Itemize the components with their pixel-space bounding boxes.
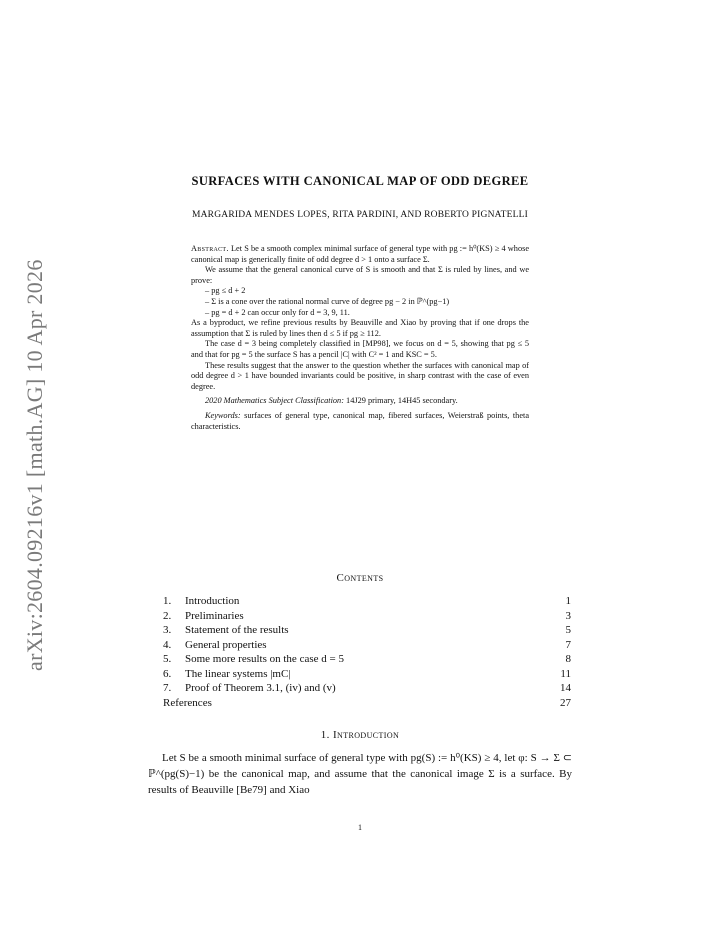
toc-page: 14 <box>560 682 571 694</box>
abstract-paragraph-1 <box>191 244 529 265</box>
toc-title: Proof of Theorem 3.1, (iv) and (v) <box>185 682 336 694</box>
toc-title: Some more results on the case d = 5 <box>185 653 344 665</box>
table-of-contents <box>163 594 571 710</box>
toc-number: 4. <box>163 638 172 651</box>
toc-page: 1 <box>565 595 571 607</box>
toc-entry-general-properties[interactable] <box>163 638 571 653</box>
msc-value: 14J29 primary, 14H45 secondary. <box>346 396 458 406</box>
toc-number: 5. <box>163 653 172 665</box>
abstract-label: Abstract. <box>191 244 229 253</box>
abstract-paragraph-5: These results suggest that the answer to the question whether the surfaces with canonical map of odd degree d > 1 have bounded invariants could be positive, in sharp contrast with the case of even degree. <box>191 360 529 391</box>
toc-entry-statement[interactable] <box>163 623 571 638</box>
arxiv-identifier-stamp: arXiv:2604.09216v1 [math.AG] 10 Apr 2026 <box>22 259 47 671</box>
toc-number: 7. <box>163 682 172 694</box>
section-heading-introduction: 1. Introduction <box>320 729 400 741</box>
toc-page: 11 <box>560 667 571 680</box>
toc-title: References <box>163 696 212 709</box>
toc-entry-case-d5[interactable] <box>163 652 571 667</box>
toc-page: 7 <box>565 638 571 651</box>
keywords <box>191 411 529 432</box>
abstract-result-list <box>191 286 529 318</box>
list-item: – pg = d + 2 can occur only for d = 3, 9, 11. <box>205 308 529 319</box>
introduction-paragraph: Let S be a smooth minimal surface of general type with pg(S) := h⁰(KS) ≥ 4, let φ: S → Σ ⊂ ℙ^(pg(S)−1) be the canonical map, and assume that the canonical image Σ is a surface. By results of Beauville [Be79] and Xiao <box>148 752 572 796</box>
toc-number: 6. <box>163 667 172 680</box>
toc-page: 3 <box>565 609 571 622</box>
toc-title: General properties <box>185 638 267 651</box>
keywords-label: Keywords: <box>205 410 241 420</box>
abstract-text-1: Let S be a smooth complex minimal surface of general type with pg := h⁰(KS) ≥ 4 whose canonical map is generically finite of odd degree d > 1 onto a surface Σ. <box>191 244 529 264</box>
list-item: – Σ is a cone over the rational normal curve of degree pg − 2 in ℙ^(pg−1) <box>205 297 529 308</box>
paper-authors: MARGARIDA MENDES LOPES, RITA PARDINI, AND ROBERTO PIGNATELLI <box>191 210 529 220</box>
toc-entry-preliminaries[interactable] <box>163 609 571 624</box>
toc-title: Preliminaries <box>185 609 244 622</box>
toc-entry-introduction[interactable] <box>163 594 571 609</box>
toc-page: 5 <box>565 624 571 636</box>
toc-page: 27 <box>560 696 571 709</box>
abstract-paragraph-4: The case d = 3 being completely classified in [MP98], we focus on d = 5, showing that pg ≤ 5 and that for pg = 5 the surface S has a pencil |C| with C² = 1 and KSC = 5. <box>191 339 529 359</box>
toc-title: Introduction <box>185 595 240 607</box>
toc-entry-references[interactable] <box>163 696 571 711</box>
toc-entry-proof[interactable] <box>163 681 571 696</box>
list-item: – pg ≤ d + 2 <box>205 286 529 297</box>
toc-number: 1. <box>163 595 172 607</box>
paper-title: SURFACES WITH CANONICAL MAP OF ODD DEGREE <box>191 174 529 188</box>
abstract-paragraph-3: As a byproduct, we refine previous results by Beauville and Xiao by proving that if one drops the assumption that Σ is ruled by lines then d ≤ 5 if pg ≥ 112. <box>191 318 529 338</box>
toc-title: Statement of the results <box>185 624 289 636</box>
abstract-block <box>191 244 529 432</box>
toc-number: 3. <box>163 624 172 636</box>
toc-entry-linear-systems[interactable] <box>163 667 571 682</box>
contents-heading: Contents <box>336 572 384 584</box>
toc-number: 2. <box>163 609 172 622</box>
toc-page: 8 <box>565 653 571 665</box>
page-number: 1 <box>358 823 362 832</box>
msc-classification <box>191 396 529 407</box>
keywords-value: surfaces of general type, canonical map, fibered surfaces, Weierstraß points, theta characteristics. <box>191 410 530 431</box>
msc-label: 2020 Mathematics Subject Classification: <box>205 396 344 406</box>
toc-title: The linear systems |mC| <box>185 667 291 680</box>
abstract-paragraph-2: We assume that the general canonical curve of S is smooth and that Σ is ruled by lines, and we prove: <box>191 265 529 285</box>
